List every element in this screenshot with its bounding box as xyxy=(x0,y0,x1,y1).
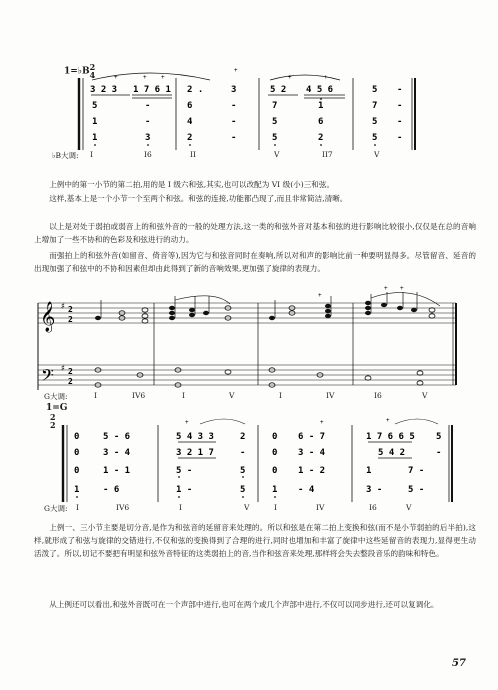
svg-text:- 6: - 6 xyxy=(103,485,120,495)
svg-text:-: - xyxy=(231,101,237,111)
svg-text:6: 6 xyxy=(187,101,193,111)
svg-text:+: + xyxy=(320,419,324,426)
example1-key-name: ♭B大调: xyxy=(52,151,79,160)
example2-chord-row: G大调: I IV6 I V I IV I6 V xyxy=(44,503,412,513)
svg-text:7 -: 7 - xyxy=(408,466,425,476)
svg-text:4: 4 xyxy=(187,117,193,127)
svg-text:2: 2 xyxy=(240,432,246,442)
svg-text:-: - xyxy=(397,133,403,143)
svg-text:3 - 4: 3 - 4 xyxy=(298,448,326,458)
example2-key-name: G大调: xyxy=(44,504,68,513)
svg-text:-: - xyxy=(145,117,151,127)
svg-text:5: 5 xyxy=(372,133,378,143)
svg-text:+: + xyxy=(161,74,165,81)
svg-text:-: - xyxy=(231,117,237,127)
bass-time-sig: 2 xyxy=(68,367,73,376)
example1-chord-row: ♭B大调: I I6 II V II7 V xyxy=(52,150,380,160)
svg-text:5 -: 5 - xyxy=(176,466,193,476)
svg-text:-: - xyxy=(145,101,151,111)
svg-text:1 -: 1 - xyxy=(176,485,193,495)
svg-text:+: + xyxy=(143,74,147,81)
svg-text:7: 7 xyxy=(372,101,378,111)
svg-text:1: 1 xyxy=(318,101,324,111)
svg-text:-: - xyxy=(397,117,403,127)
svg-text:-: - xyxy=(397,101,403,111)
svg-text:+: + xyxy=(318,292,322,299)
svg-text:5 4 2: 5 4 2 xyxy=(378,448,406,458)
svg-text:1 - 2: 1 - 2 xyxy=(298,466,326,476)
example1-time-signature: 2 4 xyxy=(89,62,96,80)
svg-text:5 - 6: 5 - 6 xyxy=(103,432,131,442)
ex1-v1-m2b: 3 xyxy=(231,85,237,95)
svg-text:3 -: 3 - xyxy=(366,485,383,495)
paragraph-6: 从上例还可以看出,和弦外音既可在一个声部中进行,也可在两个或几个声部中进行,不仅可以同步进行,还可以复调化。 xyxy=(49,600,439,609)
svg-text:1: 1 xyxy=(92,117,98,127)
ex1-v1-m1b: 1 7 6 1 xyxy=(133,85,171,95)
svg-text:5: 5 xyxy=(436,432,442,442)
svg-text:-: - xyxy=(240,448,246,458)
svg-text:5: 5 xyxy=(240,466,246,476)
svg-text:5: 5 xyxy=(372,117,378,127)
svg-text:6 - 7: 6 - 7 xyxy=(298,432,326,442)
svg-text:5: 5 xyxy=(272,117,278,127)
example2-key-label: 1=G xyxy=(46,403,68,413)
treble-clef-icon: 𝄞 xyxy=(40,302,56,332)
ex1-v1-m3a: 5 2 xyxy=(270,85,287,95)
svg-text:0: 0 xyxy=(74,432,80,442)
ex1-v1-m1a: 3 2 3 xyxy=(90,85,118,95)
svg-text:+: + xyxy=(114,74,118,81)
ex1-v1-m4a: 5 xyxy=(372,85,378,95)
svg-text:0: 0 xyxy=(272,432,278,442)
svg-text:7: 7 xyxy=(272,101,278,111)
sharp-icon: ♯ xyxy=(60,364,66,374)
svg-text:+: + xyxy=(400,285,404,292)
svg-text:3 2 1 7: 3 2 1 7 xyxy=(176,448,214,458)
paragraph-3: 以上是对处于弱拍或弱音上的和弦外音的一般的处理方法,这一类的和弦外音对基本和弦的进行影响比较很小,仅仅是在总的音响上增加了一些不协和的色彩及和弦进行的动力。 xyxy=(34,222,476,244)
example2-staff-key-name: G大调: xyxy=(44,392,68,401)
svg-text:+: + xyxy=(324,74,328,81)
svg-text:-: - xyxy=(436,448,442,458)
example2-time-signature: 2 2 xyxy=(50,412,56,430)
svg-text:3: 3 xyxy=(145,133,151,143)
ex1-v1-m2a: 2 . xyxy=(187,85,204,95)
paragraph-2: 这样,基本上是一个小节一个至两个和弦。和弦的连接,功能都凸现了,而且非常简洁,清晰。 xyxy=(49,194,348,203)
svg-text:1 7 6 6 5: 1 7 6 6 5 xyxy=(366,432,415,442)
svg-text:1: 1 xyxy=(74,485,80,495)
paragraph-1: 上例中的第一小节的第二拍,用的是 I 级六和弦,其实,也可以改配为 VI 级(小)三和弦。 xyxy=(49,180,335,189)
paragraph-5: 上例一、三小节主要是切分音,是作为和弦音的延留音来处理的。所以和弦是在第二拍上变换和弦(而不是小节弱拍的后半拍),这样,就形成了和弦与旋律的交错进行,不仅和弦的变换得到了合理的进行,同时也增加和丰富了旋律中这些延留音的表现力,显得更生动活泼了。所以,切记不要把有明显和弦外音特征的这类弱拍上的音,当作和弦音来处理,那样将会失去整段音乐的韵味和特色。 xyxy=(34,523,476,558)
svg-text:6: 6 xyxy=(318,117,324,127)
svg-text:1: 1 xyxy=(272,485,278,495)
svg-text:5 -: 5 - xyxy=(408,485,425,495)
svg-text:0: 0 xyxy=(74,466,80,476)
svg-text:5 4 3 3: 5 4 3 3 xyxy=(176,432,214,442)
svg-text:+: + xyxy=(288,74,292,81)
svg-text:5: 5 xyxy=(92,101,98,111)
example1-key-label: 1=♭B xyxy=(64,66,90,77)
paragraph-4: 而强拍上的和弦外音(如留音、倚音等),因为它与和弦音同时在奏响,所以对和声的影响比前一种要明显得多。尽管留音、延音的出现加强了和弦中的不协和因素但却由此得到了新的音响效果,更加强了旋律的表现力。 xyxy=(34,251,476,273)
svg-text:1: 1 xyxy=(366,466,372,476)
svg-text:+: + xyxy=(234,67,238,74)
example2-staff-chord-row: G大调: I IV6 I V I IV I6 V xyxy=(44,391,428,401)
svg-text:-: - xyxy=(231,133,237,143)
treble-time-sig: 2 xyxy=(68,305,73,314)
svg-text:5: 5 xyxy=(272,133,278,143)
svg-text:- 4: - 4 xyxy=(298,485,315,495)
svg-text:5: 5 xyxy=(240,485,246,495)
bass-clef-icon: 𝄢 xyxy=(41,365,54,389)
svg-text:2: 2 xyxy=(318,133,324,143)
svg-text:2: 2 xyxy=(68,377,73,386)
ex1-v1-m4b: - xyxy=(397,85,403,95)
ex1-v1-m3b: 4 5 6 xyxy=(306,85,334,95)
sharp-icon: ♯ xyxy=(60,302,66,312)
svg-text:1: 1 xyxy=(92,133,98,143)
svg-text:0: 0 xyxy=(272,448,278,458)
svg-text:3 - 4: 3 - 4 xyxy=(103,448,131,458)
svg-text:1 - 1: 1 - 1 xyxy=(103,466,131,476)
svg-text:2: 2 xyxy=(68,315,73,324)
page-number: 57 xyxy=(452,658,466,669)
svg-text:0: 0 xyxy=(272,466,278,476)
svg-text:+: + xyxy=(384,285,388,292)
svg-text:+: + xyxy=(386,417,390,424)
svg-text:2: 2 xyxy=(187,133,193,143)
svg-text:0: 0 xyxy=(74,448,80,458)
svg-text:+: + xyxy=(185,419,189,426)
